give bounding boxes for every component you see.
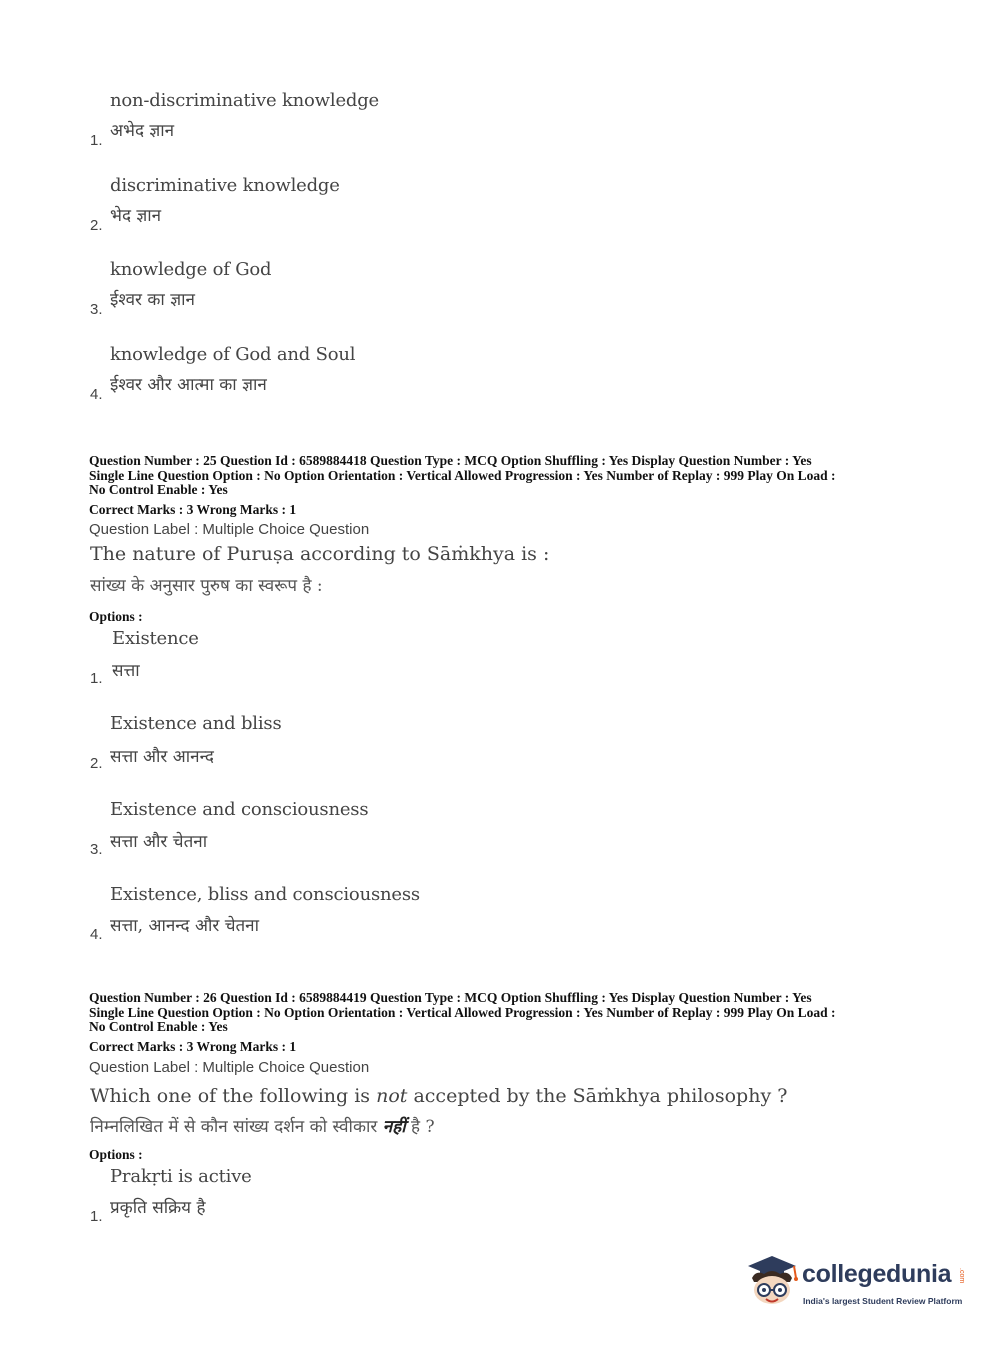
option-item[interactable] (0, 713, 700, 783)
question-text-hi-emphasis: नहीं (382, 1117, 406, 1137)
option-item[interactable] (0, 344, 700, 414)
option-item[interactable] (0, 1166, 700, 1226)
logo-suffix: .com (958, 1268, 965, 1284)
options-label: Options : (89, 609, 143, 624)
option-text-hi: सत्ता (112, 661, 140, 681)
option-item[interactable] (0, 628, 700, 698)
logo-wordmark: collegedunia (802, 1260, 952, 1288)
option-text-hi: सत्ता, आनन्द और चेतना (110, 916, 260, 936)
option-number: 1. (90, 1208, 103, 1225)
question-text-en-pre: Which one of the following is (90, 1085, 377, 1107)
option-text-hi: ईश्वर और आत्मा का ज्ञान (110, 375, 267, 395)
option-text-en: Existence, bliss and consciousness (110, 884, 420, 905)
option-number: 4. (90, 386, 103, 403)
option-number: 2. (90, 755, 103, 772)
option-text-en: Prakṛti is active (110, 1166, 252, 1187)
option-text-en: Existence and bliss (110, 713, 282, 734)
question-metadata (89, 991, 919, 1035)
option-text-hi: ईश्वर का ज्ञान (110, 290, 195, 310)
option-number: 2. (90, 217, 103, 234)
option-text-hi: अभेद ज्ञान (110, 121, 175, 141)
option-item[interactable] (0, 90, 700, 160)
option-text-en: non-discriminative knowledge (110, 90, 379, 111)
option-text-hi: प्रकृति सक्रिय है (110, 1198, 206, 1218)
metadata-line: Single Line Question Option : No Option Orientation : Vertical Allowed Progression : Yes Number of Replay : 999 Play On Load : (89, 1004, 836, 1020)
metadata-line: Single Line Question Option : No Option Orientation : Vertical Allowed Progression : Yes Number of Replay : 999 Play On Load : (89, 467, 836, 483)
logo-tagline: India's largest Student Review Platform (803, 1296, 963, 1306)
option-text-en: discriminative knowledge (110, 175, 340, 196)
option-number: 1. (90, 132, 103, 149)
metadata-line: No Control Enable : Yes (89, 1019, 228, 1034)
option-number: 3. (90, 301, 103, 318)
option-number: 1. (90, 670, 103, 687)
question-metadata (89, 454, 919, 498)
mascot-icon (742, 1252, 802, 1312)
metadata-line: No Control Enable : Yes (89, 482, 228, 497)
question-text-en: The nature of Puruṣa according to Sāṁkhya is : (90, 543, 550, 565)
option-number: 3. (90, 841, 103, 858)
option-text-hi: सत्ता और आनन्द (110, 747, 214, 767)
collegedunia-logo (742, 1252, 972, 1312)
option-text-en: Existence (112, 628, 199, 649)
question-marks: Correct Marks : 3 Wrong Marks : 1 (89, 1039, 297, 1054)
question-text-hi-pre: निम्नलिखित में से कौन सांख्य दर्शन को स्वीकार (90, 1117, 383, 1137)
question-label: Question Label : Multiple Choice Question (89, 521, 370, 538)
question-text-en (90, 1085, 787, 1107)
metadata-line: Question Number : 26 Question Id : 6589884419 Question Type : MCQ Option Shuffling : Yes Display Question Number : Yes (89, 990, 812, 1005)
option-text-en: knowledge of God and Soul (110, 344, 356, 365)
option-text-hi: भेद ज्ञान (110, 206, 162, 226)
option-text-hi: सत्ता और चेतना (110, 832, 208, 852)
question-text-hi: सांख्य के अनुसार पुरुष का स्वरूप है : (90, 576, 323, 596)
option-item[interactable] (0, 175, 700, 245)
option-item[interactable] (0, 259, 700, 329)
question-marks: Correct Marks : 3 Wrong Marks : 1 (89, 502, 297, 517)
option-text-en: knowledge of God (110, 259, 272, 280)
question-text-hi (90, 1114, 435, 1137)
question-text-en-emphasis: not (376, 1085, 408, 1107)
option-text-en: Existence and consciousness (110, 799, 369, 820)
options-label: Options : (89, 1147, 143, 1162)
question-text-en-post: accepted by the Sāṁkhya philosophy ? (407, 1085, 788, 1107)
question-text-hi-post: है ? (405, 1117, 435, 1137)
question-label: Question Label : Multiple Choice Question (89, 1059, 370, 1076)
option-item[interactable] (0, 884, 700, 954)
option-number: 4. (90, 926, 103, 943)
option-item[interactable] (0, 799, 700, 869)
metadata-line: Question Number : 25 Question Id : 6589884418 Question Type : MCQ Option Shuffling : Yes Display Question Number : Yes (89, 453, 812, 468)
